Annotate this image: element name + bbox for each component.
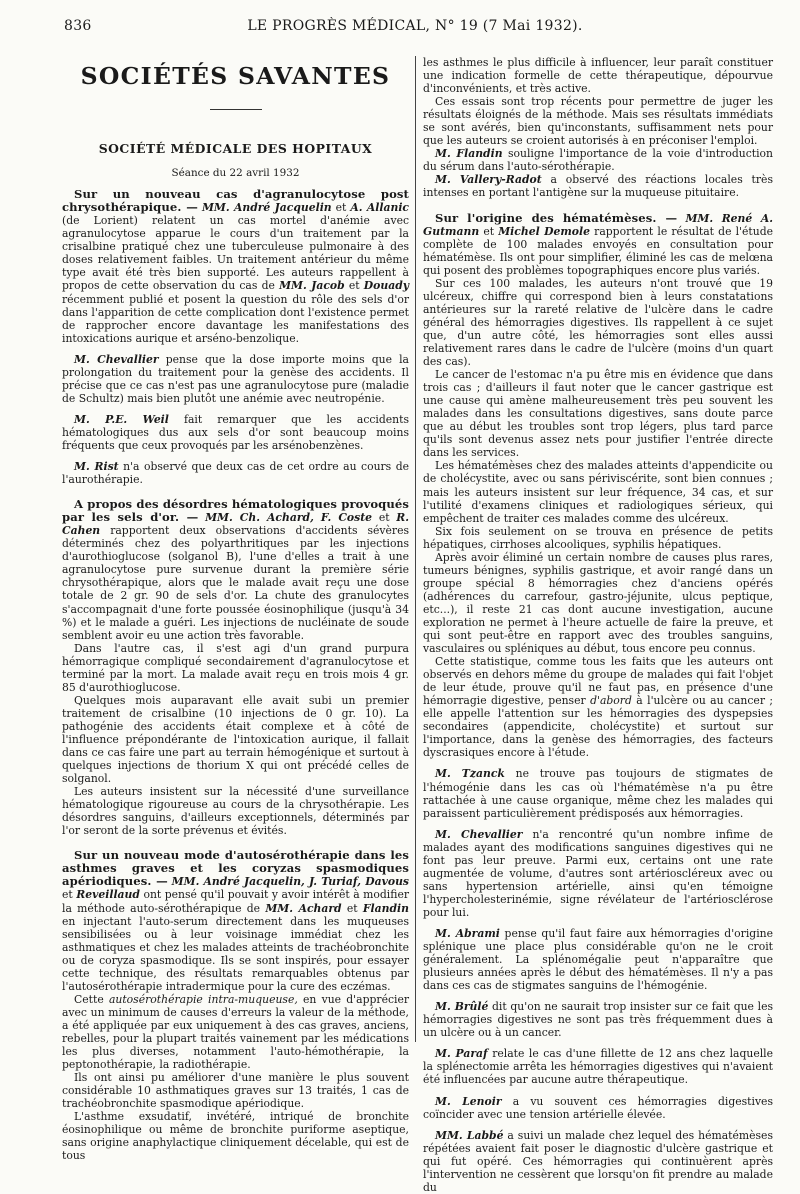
discussion-paragraph: M. Tzanck ne trouve pas toujours de stigmates de l'hémogénie dans les cas où l'hématémèse n'a pu être rattachée à une cause organique, même chez les malades qui paraissent particulièrement prédisposés aux hémorragies. <box>423 767 773 820</box>
body-paragraph: Quelques mois auparavant elle avait subi un premier traitement de crisalbine (10 injections de 0 gr. 10). La pathogénie des accidents était complexe et à côté de l'influence prépondérante de l'intoxication aurique, il fallait dans ce cas faire une part au terrain hémogénique et surtout à quelques injections de thorium X qui ont précédé celles de solganol. <box>62 693 409 786</box>
speaker-name: M. Chevallier <box>74 352 159 366</box>
discussion-paragraph: M. Paraf relate le cas d'une fillette de 12 ans chez laquelle la splénectomie arrêta les hémorragies digestives qui n'avaient été influencées par aucune autre thérapeutique. <box>423 1047 774 1087</box>
speaker-name: M. P.E. Weil <box>74 412 169 426</box>
speaker-name: M. Brûlé <box>435 1000 489 1014</box>
body-paragraph: Six fois seulement on se trouva en présence de petits hépatiques, cirrhoses alcooliques, syphilis hépatiques. <box>423 524 773 551</box>
body-paragraph: Cette statistique, comme tous les faits que les auteurs ont observés en dehors même du groupe de malades qui fait l'objet de leur étude, prouve qu'il ne faut pas, en présence d'une hémorragie digestive, penser d'abord à l'ulcère ou au cancer ; elle appelle l'attention sur les hémorragies des dyspepsies secondaires (appendicite, cholécystite) et surtout sur l'importance, dans la genèse des hémorragies, des facteurs dyscrasiques encore à l'étude. <box>423 655 774 760</box>
body-paragraph: Ces essais sont trop récents pour permettre de juger les résultats éloignés de la méthode. Mais ses résultats immédiats se sont avérés, bien qu'inconstants, suffisamment nets pour que les auteurs se croient autorisés à en préconiser l'emploi. <box>423 95 773 148</box>
author-name: MM. Jacob <box>279 279 345 293</box>
speaker-name: M. Lenoir <box>435 1094 502 1108</box>
author-name: A. Allanic <box>350 201 409 215</box>
body-paragraph: les asthmes le plus difficile à influencer, leur paraît constituer une indication formelle de cette thérapeutique, dépourvue d'inconvénients, et très active. <box>423 56 773 96</box>
speaker-name: M. Flandin <box>435 147 503 161</box>
title-rule <box>210 109 262 110</box>
speaker-name: MM. Labbé <box>435 1128 504 1142</box>
article-hematemeses: Sur l'origine des hématémèses. — MM. René A. Gutmann et Michel Demole rapportent le résultat de l'étude complète de 100 malades envoyés en consultation pour hématémèse. Ils ont pour simplifier, éliminé les cas de melœna qui posent des problèmes topographiques encore plus variés. <box>423 210 774 277</box>
body-paragraph: Ils ont ainsi pu améliorer d'une manière le plus souvent considérable 10 asthmatiques graves sur 13 traités, 1 cas de trachéobronchite spasmodique apériodique. <box>62 1071 409 1111</box>
article-heading: A propos des désordres hématologiques provoqués par les sels d'or. — <box>62 497 409 525</box>
speaker-name: M. Tzanck <box>435 767 505 781</box>
article-heading: Sur un nouveau mode d'autosérothérapie dans les asthmes graves et les coryzas spasmodiques apériodiques. — <box>62 848 409 889</box>
author-name: R. Cahen <box>62 511 410 538</box>
session-date: Séance du 22 avril 1932 <box>171 167 300 180</box>
journal-title: LE PROGRÈS MÉDICAL, N° 19 (7 Mai 1932). <box>247 18 583 34</box>
body-paragraph: L'asthme exsudatif, invétéré, intriqué de bronchite éosinophilique ou même de bronchite puriforme aseptique, sans origine anaphylactique cliniquement décelable, qui est de tous <box>62 1110 409 1163</box>
author-name: MM. Achard <box>265 901 342 915</box>
author-name: Douady <box>363 279 410 293</box>
left-column <box>62 56 410 1163</box>
body-paragraph: Dans l'autre cas, il s'est agi d'un grand purpura hémorragique compliqué secondairement d'agranulocytose et terminé par la mort. La malade avait reçu en trois mois 4 gr. 85 d'aurothioglucose. <box>62 641 409 694</box>
author-name: MM. André Jacquelin, J. Turiaf, Davous <box>171 875 410 889</box>
author-name: Reveillaud <box>76 888 140 902</box>
speaker-name: M. Vallery-Radot <box>435 173 542 187</box>
author-name: MM. André Jacquelin <box>201 201 332 215</box>
discussion-paragraph: M. Chevallier pense que la dose importe moins que la prolongation du traitement pour la genèse des accidents. Il précise que ce cas n'est pas une agranulocytose pure (maladie de Schultz) mais bien plutôt une anémie avec neutropénie. <box>62 352 409 405</box>
body-paragraph: Après avoir éliminé un certain nombre de causes plus rares, tumeurs bénignes, syphilis gastrique, et avoir rangé dans un groupe spécial 8 hémorragies chez d'anciens opérés (adhérences du carrefour, gastro-jéjunite, ulcus peptique, etc...), il reste 21 cas dont aucune investigation, aucune exploration ne permet à l'heure actuelle de faire la preuve, et qui sont peut-être en rapport avec des troubles sanguins, vasculaires ou spléniques au début, tous encore peu connus. <box>423 550 773 656</box>
discussion-paragraph: M. Abrami pense qu'il faut faire aux hémorragies d'origine splénique une place plus considérable qu'on ne le croit généralement. La splénomégalie peut n'apparaître que plusieurs années après le début des hématémèses. Il n'y a pas dans ces cas de stigmates sanguins de l'hémogénie. <box>423 927 774 993</box>
body-paragraph: Les hématémèses chez des malades atteints d'appendicite ou de cholécystite, avec ou sans périviscérite, sont bien connues ; mais les auteurs insistent sur leur fréquence, 34 cas, et sur l'utilité d'examens cliniques et radiologiques sérieux, qui empêchent de traiter ces malades comme des ulcéreux. <box>423 459 773 525</box>
discussion-paragraph: M. Flandin souligne l'importance de la voie d'introduction du sérum dans l'auto-sérothérapie. <box>423 147 773 174</box>
article-heading: Sur un nouveau cas d'agranulocytose post chrysothérapique. — <box>62 187 409 215</box>
speaker-name: M. Rist <box>74 460 119 474</box>
discussion-paragraph: MM. Labbé a suivi un malade chez lequel des hématémèses répétées avaient fait poser le diagnostic d'ulcère gastrique et qui fut opéré. Ces hémorragies qui continuèrent après l'intervention ne cessèrent que lorsqu'on fit prendre au malade du <box>423 1128 773 1194</box>
speaker-name: M. Abrami <box>435 927 500 940</box>
discussion-paragraph: M. Brûlé dit qu'on ne saurait trop insister sur ce fait que les hémorragies digestives ne sont pas très fréquemment dues à un ulcère ou à un cancer. <box>423 1000 773 1040</box>
discussion-paragraph: M. P.E. Weil fait remarquer que les accidents hématologiques dus aux sels d'or sont beaucoup moins fréquents que ceux provoqués par les arsénobenzènes. <box>62 412 410 452</box>
author-name: Flandin <box>362 901 409 915</box>
section-title: SOCIÉTÉS SAVANTES <box>80 62 391 90</box>
discussion-paragraph: M. Lenoir a vu souvent ces hémorragies digestives coïncider avec une tension artérielle élevée. <box>423 1094 773 1121</box>
discussion-paragraph: M. Chevallier n'a rencontré qu'un nombre infime de malades ayant des modifications sanguines digestives qui ne font pas leur preuve. Parmi eux, certains ont une rate augmentée de volume, d'autres sont artérioscléreux avec ou sans hypertension artérielle, ainsi qu'en témoigne l'hypercholesterinémie, signe révélateur de l'artériosclérose pour lui. <box>423 827 773 919</box>
body-paragraph: Sur ces 100 malades, les auteurs n'ont trouvé que 19 ulcéreux, chiffre qui correspond bien à leurs constatations antérieures sur la rareté relative de l'ulcère dans le cadre général des hémorragies digestives. Ils rappellent à ce sujet que, d'un autre côté, les hémorragies sont elles aussi relativement rares dans le cadre de l'ulcère (moins d'un quart des cas). <box>423 276 773 369</box>
author-name: MM. René A. Gutmann <box>423 211 773 238</box>
article-autoserotherapie: Sur un nouveau mode d'autosérothérapie dans les asthmes graves et les coryzas spasmodiques apériodiques. — MM. André Jacquelin, J. Turiaf, Davous et Reveillaud ont pensé qu'il pouvait y avoir intérêt à modifier la méthode auto-sérothérapique de MM. Achard et Flandin en injectant l'auto-serum directement dans les muqueuses sensibilisées ou à leur voisinage immédiat chez les asthmatiques et chez les malades atteints de trachéobronchite ou de coryza spasmodique. Ils se sont inspirés, pour essayer cette technique, des résultats remarquables obtenus par l'autosérothérapie intradermique pour la cure des eczémas. <box>62 848 410 993</box>
society-title: SOCIÉTÉ MÉDICALE DES HOPITAUX <box>98 141 373 157</box>
author-name: Michel Demole <box>498 224 590 238</box>
discussion-paragraph: M. Vallery-Radot a observé des réactions locales très intenses en portant l'antigène sur la muqueuse pituitaire. <box>423 173 773 200</box>
speaker-name: M. Chevallier <box>435 827 523 841</box>
right-column <box>423 56 774 1194</box>
discussion-paragraph: M. Rist n'a observé que deux cas de cet ordre au cours de l'aurothérapie. <box>62 460 409 487</box>
body-paragraph: Les auteurs insistent sur la nécessité d'une surveillance hématologique rigoureuse au cours de la chrysothérapie. Les désordres sanguins, d'ailleurs exceptionnels, déterminés par l'or seront de la sorte prévenus et évités. <box>62 785 409 838</box>
body-paragraph: Cette autosérothérapie intra-muqueuse, en vue d'apprécier avec un minimum de causes d'erreurs la valeur de la méthode, a été appliquée par eux uniquement à des cas graves, anciens, rebelles, pour la plupart traités vainement par les médications les plus diverses, notamment l'auto-hémothérapie, la peptonothérapie, la radiothérapie. <box>62 992 410 1072</box>
article-desordres: A propos des désordres hématologiques provoqués par les sels d'or. — MM. Ch. Achard, F. Coste et R. Cahen rapportent deux observations d'accidents sévères déterminés chez des polyarthritiques par les injections d'aurothioglucose (solganol B), l'une d'elles a trait à une agranulocytose pure survenue durant la première série chrysothérapique, alors que le malade avait reçu une dose totale de 2 gr. 90 de sels d'or. La chute des granulocytes s'accompagnait d'une forte poussée éosinophilique (jusqu'à 34 %) et le malade a guéri. Les injections de nucléinate de soude semblent avoir eu une action très favorable. <box>62 497 410 642</box>
page-number: 836 <box>64 18 92 34</box>
speaker-name: M. Paraf <box>435 1047 488 1061</box>
column-divider <box>415 56 416 1042</box>
article-agranulocytose: Sur un nouveau cas d'agranulocytose post chrysothérapique. — MM. André Jacquelin et A. Allanic (de Lorient) relatent un cas mortel d'anémie avec agranulocytose apparue le cours d'un traitement par la crisalbine pratiqué chez une tuberculeuse pulmonaire à des doses relativement faibles. Un traitement antérieur du même type avait été très bien supporté. Les auteurs rappellent à propos de cette observation du cas de MM. Jacob et Douady récemment publié et posent la question du rôle des sels d'or dans l'apparition de cette complication dont l'existence permet de rapprocher encore davantage les manifestations des intoxications aurique et arséno-benzolique. <box>62 187 410 345</box>
running-header <box>64 18 766 40</box>
body-paragraph: Le cancer de l'estomac n'a pu être mis en évidence que dans trois cas ; d'ailleurs il faut noter que le cancer gastrique est une cause qui amène malheureusement très peu souvent les malades dans les consultations digestives, sans doute parce que au début les troubles sont trop légers, plus tard parce qu'ils sont devenus assez nets pour justifier l'entrée directe dans les services. <box>423 368 773 460</box>
author-name: MM. Ch. Achard, F. Coste <box>205 511 373 525</box>
article-heading: Sur l'origine des hématémèses. — <box>435 210 678 225</box>
